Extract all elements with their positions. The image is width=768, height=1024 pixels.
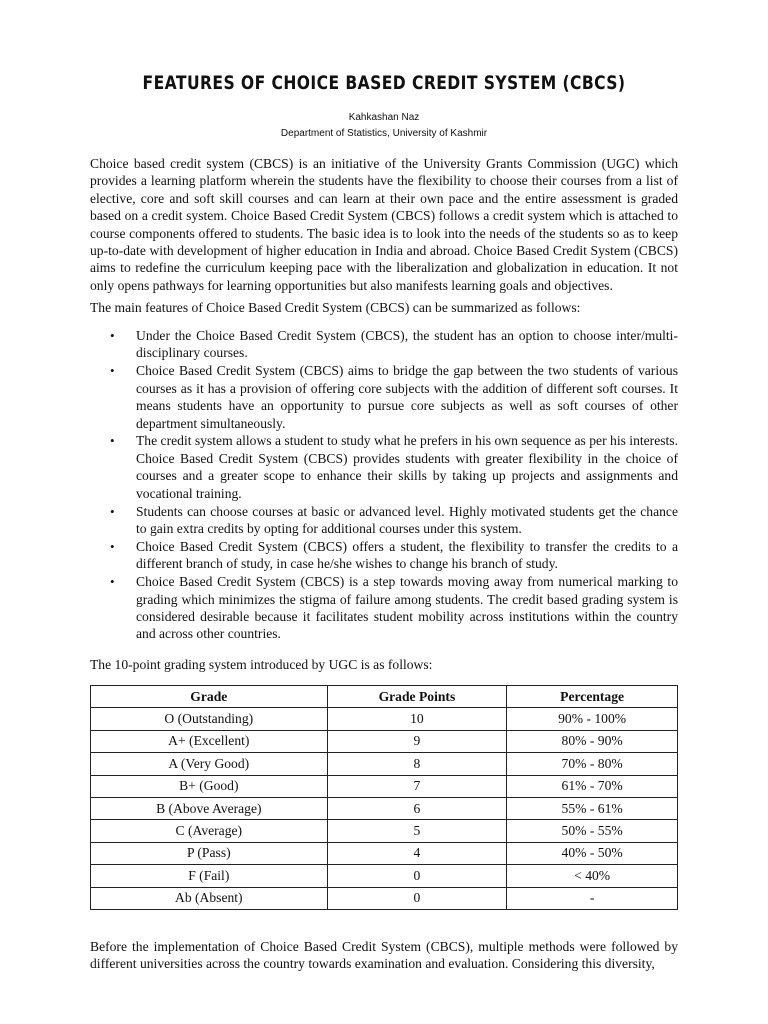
table-row	[91, 775, 678, 797]
grade-cell: P (Pass)	[91, 842, 328, 864]
grade-cell: Ab (Absent)	[91, 887, 328, 909]
bullet-icon: •	[110, 328, 115, 343]
list-item	[90, 362, 678, 432]
document-title: FEATURES OF CHOICE BASED CREDIT SYSTEM (CBCS)	[142, 72, 626, 94]
list-item	[90, 432, 678, 502]
table-row	[91, 797, 678, 819]
bullet-icon: •	[110, 433, 115, 449]
feature-text: Choice Based Credit System (CBCS) is a step towards moving away from numerical marking to grading which minimizes the stigma of failure among students. The credit based grading system is considered desirable because it facilitates student mobility across institutions within the country and across other countries.	[136, 574, 678, 642]
grade-points-cell: 9	[327, 730, 507, 752]
percentage-cell: -	[507, 887, 678, 909]
percentage-cell: 70% - 80%	[507, 753, 678, 775]
grade-cell: F (Fail)	[91, 865, 328, 887]
list-item	[90, 538, 678, 573]
bullet-icon: •	[110, 574, 115, 590]
list-item	[90, 503, 678, 538]
percentage-cell: 80% - 90%	[507, 730, 678, 752]
list-item	[90, 327, 678, 362]
column-header-grade-points: Grade Points	[327, 686, 507, 708]
grade-points-cell: 7	[327, 775, 507, 797]
grade-cell: B+ (Good)	[91, 775, 328, 797]
percentage-cell: < 40%	[507, 865, 678, 887]
feature-text: Choice Based Credit System (CBCS) offers a student, the flexibility to transfer the credits to a different branch of study, in case he/she wishes to change his branch of study.	[136, 538, 678, 572]
table-row	[91, 865, 678, 887]
grade-cell: A (Very Good)	[91, 753, 328, 775]
table-row	[91, 708, 678, 730]
author-name: Kahkashan Naz	[348, 112, 420, 123]
table-row	[91, 842, 678, 864]
grading-table	[90, 685, 678, 910]
feature-text: The credit system allows a student to study what he prefers in his own sequence as per his interests. Choice Based Credit System (CBCS) provides students with greater flexibility in the choice of courses and a greater scope to enhance their skills by taking up projects and assignments and vocational training.	[136, 433, 678, 501]
features-intro: The main features of Choice Based Credit System (CBCS) can be summarized as follows:	[90, 300, 581, 315]
closing-paragraph: Before the implementation of Choice Based Credit System (CBCS), multiple methods were followed by different universities across the country towards examination and evaluation. Considering this diversity,	[90, 939, 678, 972]
table-row	[91, 753, 678, 775]
bullet-icon: •	[110, 503, 115, 519]
intro-paragraph: Choice based credit system (CBCS) is an initiative of the University Grants Commission (UGC) which provides a learning platform wherein the students have the flexibility to choose their courses from a list of elective, core and soft skill courses and can learn at their own pace and the entire assessment is graded based on a credit system. Choice Based Credit System (CBCS) follows a credit system which is attached to course components offered to students. The basic idea is to look into the needs of the students so as to keep up-to-date with development of higher education in India and abroad. Choice Based Credit System (CBCS) aims to redefine the curriculum keeping pace with the liberalization and globalization in education. It not only opens pathways for learning opportunities but also manifests learning goals and objectives.	[90, 156, 678, 293]
feature-text: Under the Choice Based Credit System (CBCS), the student has an option to choose inter/multi-disciplinary courses.	[136, 328, 678, 361]
grade-cell: O (Outstanding)	[91, 708, 328, 730]
list-item	[90, 573, 678, 643]
grade-points-cell: 5	[327, 820, 507, 842]
table-row	[91, 730, 678, 752]
column-header-grade: Grade	[91, 686, 328, 708]
percentage-cell: 40% - 50%	[507, 842, 678, 864]
percentage-cell: 90% - 100%	[507, 708, 678, 730]
grade-points-cell: 0	[327, 887, 507, 909]
bullet-icon: •	[110, 363, 115, 379]
grade-points-cell: 4	[327, 842, 507, 864]
grade-cell: C (Average)	[91, 820, 328, 842]
grade-points-cell: 8	[327, 753, 507, 775]
table-header-row	[91, 686, 678, 708]
grade-points-cell: 10	[327, 708, 507, 730]
percentage-cell: 50% - 55%	[507, 820, 678, 842]
author-affiliation: Department of Statistics, University of Kashmir	[280, 128, 488, 139]
table-row	[91, 820, 678, 842]
percentage-cell: 61% - 70%	[507, 775, 678, 797]
percentage-cell: 55% - 61%	[507, 797, 678, 819]
grade-points-cell: 0	[327, 865, 507, 887]
feature-text: Students can choose courses at basic or advanced level. Highly motivated students get the chance to gain extra credits by opting for additional courses under this system.	[136, 503, 678, 536]
feature-text: Choice Based Credit System (CBCS) aims to bridge the gap between the two students of various courses as it has a provision of offering core subjects with the addition of different soft courses. It means students have an opportunity to pursue core subjects as well as soft courses of other department simultaneously.	[136, 363, 678, 431]
table-row	[91, 887, 678, 909]
bullet-icon: •	[110, 538, 115, 554]
column-header-percentage: Percentage	[507, 686, 678, 708]
grade-cell: A+ (Excellent)	[91, 730, 328, 752]
grade-cell: B (Above Average)	[91, 797, 328, 819]
grade-points-cell: 6	[327, 797, 507, 819]
grading-intro: The 10-point grading system introduced by UGC is as follows:	[90, 657, 433, 672]
features-list	[90, 327, 678, 643]
